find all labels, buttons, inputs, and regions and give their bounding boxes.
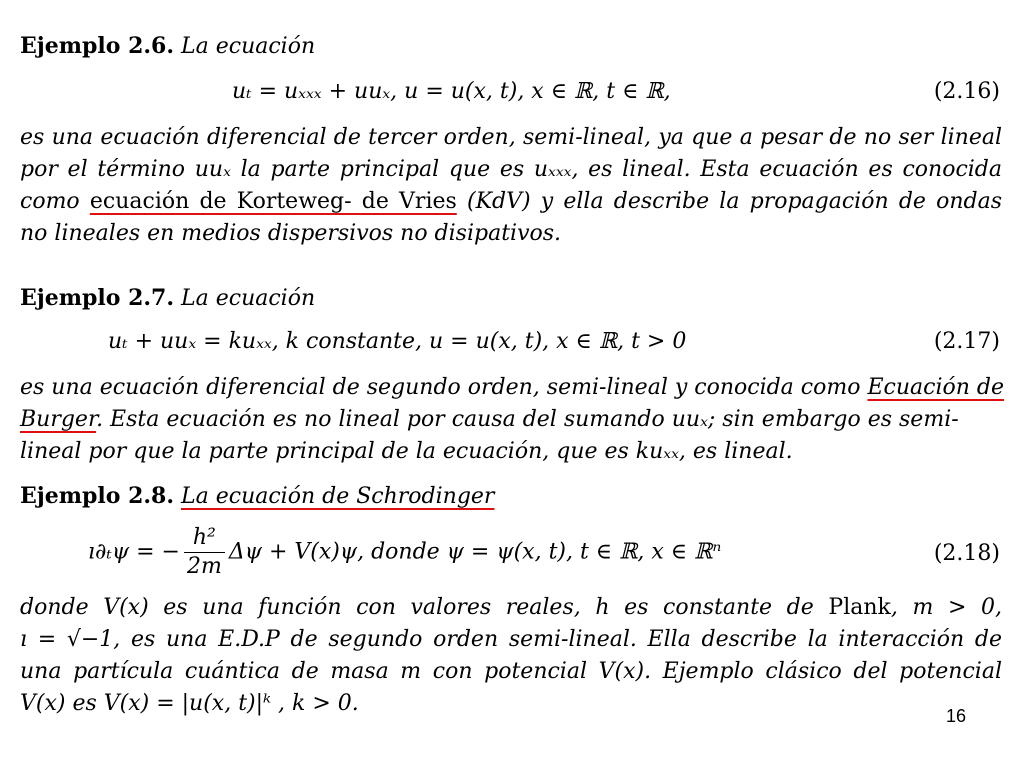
schrodinger-link-text: La ecuación de Schrodinger [181, 484, 495, 509]
fraction-denominator: 2m [186, 554, 222, 579]
paragraph-line [20, 372, 1005, 404]
text-run: , m > 0, [890, 595, 1002, 620]
text-run: como [20, 189, 80, 214]
paragraph-line: ı = √−1, es una E.D.P de segundo orden semi-lineal. Ella describe la interacción de [20, 627, 1002, 652]
paragraph-line: V(x) es V(x) = |u(x, t)|ᵏ , k > 0. [20, 691, 359, 716]
paragraph-line [20, 186, 1002, 218]
paragraph-line: una partícula cuántica de masa m con potencial V(x). Ejemplo clásico del potencial [20, 659, 1002, 684]
text-run: . Esta ecuación es no lineal por causa del sumando uuₓ; sin embargo es semi- [96, 407, 959, 432]
paragraph-line: no lineales en medios dispersivos no disipativos. [20, 221, 562, 246]
burger-link-text: Burger [20, 407, 97, 432]
text-run: donde V(x) es una función con valores reales, h es constante de [20, 595, 814, 620]
example-title: Ejemplo 2.8. [20, 483, 175, 509]
equation-left: ı∂ₜψ = − [88, 539, 180, 565]
fraction-numerator: h² [184, 524, 225, 553]
text-run: es una ecuación diferencial de segundo orden, semi-lineal y conocida como [20, 375, 861, 400]
equation-2-16: uₜ = uₓₓₓ + uuₓ, u = u(x, t), x ∈ ℝ, t ∈ ℝ, [232, 79, 671, 104]
equation-number: (2.16) [933, 79, 1000, 104]
page-number: 16 [945, 706, 966, 726]
paragraph-line: es una ecuación diferencial de tercer orden, semi-lineal, ya que a pesar de no ser lineal [20, 125, 1002, 150]
example-title: Ejemplo 2.7. [20, 285, 175, 311]
equation-number: (2.17) [933, 329, 1000, 354]
paragraph-line [20, 404, 1002, 436]
paragraph-line: por el término uuₓ la parte principal que es uₓₓₓ, es lineal. Esta ecuación es conocida [20, 157, 1002, 182]
equation-2-17: uₜ + uuₓ = kuₓₓ, k constante, u = u(x, t), x ∈ ℝ, t > 0 [108, 329, 687, 354]
fraction [184, 524, 225, 581]
example-intro: La ecuación [181, 34, 316, 59]
example-intro: La ecuación [181, 286, 316, 311]
burger-link-text: Ecuación de [867, 375, 1005, 400]
example-2-8-heading [20, 480, 1002, 513]
example-2-6-heading [20, 30, 1002, 63]
kdv-link-text: ecuación de Korteweg- de Vries [89, 189, 457, 214]
equation-right: Δψ + V(x)ψ, donde ψ = ψ(x, t), t ∈ ℝ, x ∈ ℝⁿ [228, 539, 722, 565]
text-run: (KdV) y ella describe la propagación de ondas [466, 189, 1002, 214]
example-2-7-heading [20, 282, 1002, 315]
equation-2-18 [88, 524, 721, 581]
equation-number: (2.18) [933, 541, 1000, 566]
paragraph-line [20, 592, 1002, 624]
plank-text: Plank [828, 595, 891, 620]
example-title: Ejemplo 2.6. [20, 33, 175, 59]
paragraph-line: lineal por que la parte principal de la ecuación, que es kuₓₓ, es lineal. [20, 439, 793, 464]
